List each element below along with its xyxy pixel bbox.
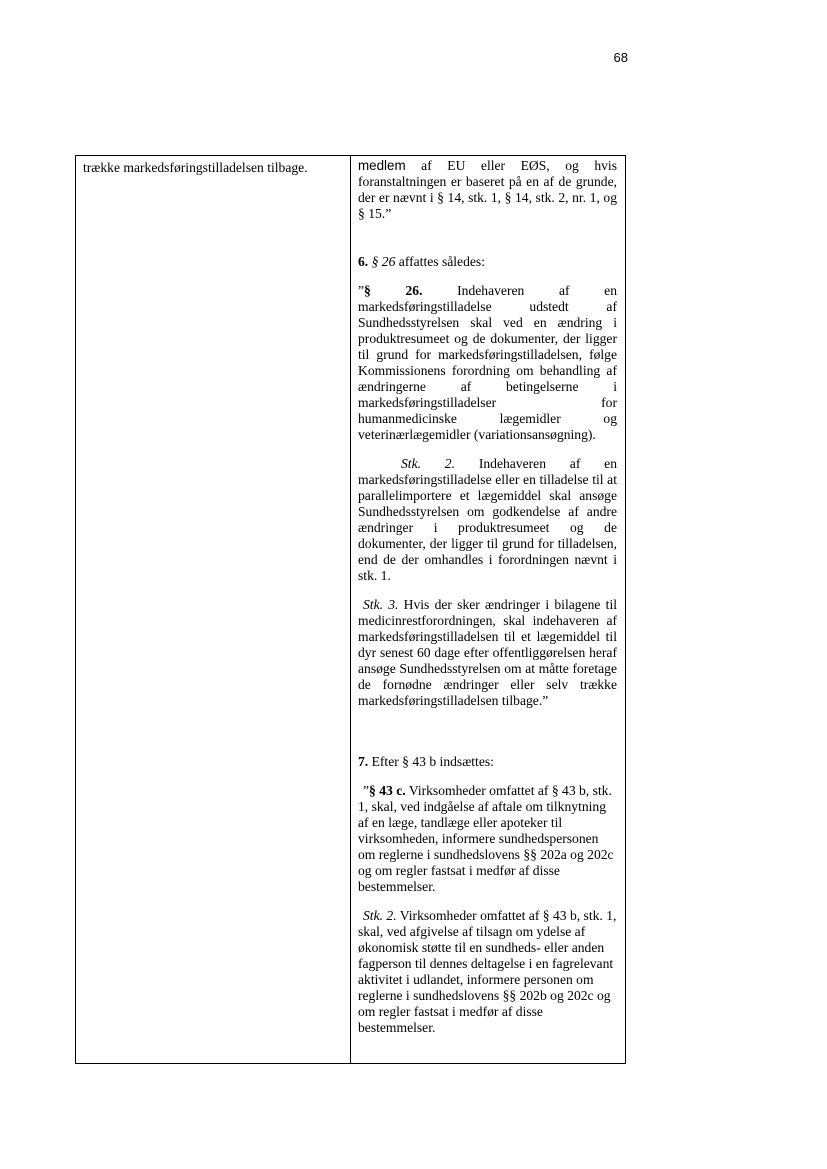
section-43c-paragraph — [358, 783, 617, 895]
continuation-text: af EU eller EØS, og hvis foranstaltningen er baseret på en af de grunde, der er nævnt i § 14, stk. 1, § 14, stk. 2, nr. 1, og § 15.” — [358, 158, 617, 221]
section-26-stk2-label: Stk. 2. — [401, 456, 456, 471]
amendment-6-ref: § 26 — [371, 254, 396, 269]
section-43c-label: § 43 c. — [369, 783, 406, 798]
amendment-7-number: 7. — [358, 754, 369, 769]
section-26-paragraph — [358, 283, 617, 443]
section-26-stk3-text: Hvis der sker ændringer i bilagene til medicinrestforordningen, skal indehaveren af markedsføringstilladelsen til et lægemiddel til dyr senest 60 dage efter offentliggørelsen heraf ansøge Sundhedsstyrelsen om at måtte foretage de fornødne ændringer eller selv trække markedsføringstilladelsen tilbage.” — [358, 597, 617, 708]
amendment-6-text: affattes således: — [395, 254, 485, 269]
amendment-6-heading — [358, 254, 617, 270]
section-43c-text: Virksomheder omfattet af § 43 b, stk. 1, skal, ved indgåelse af aftale om tilknytning af en læge, tandlæge eller apoteker til virksomheden, informere sundhedspersonen om reglerne i sundhedslovens §§ 202a og 202c og om regler fastsat i medfør af disse bestemmelser. — [358, 783, 614, 894]
comparison-table — [75, 155, 626, 1064]
continuation-lead: medlem — [358, 158, 406, 173]
table-right-column — [351, 156, 625, 1063]
table-left-column — [76, 156, 351, 1063]
continuation-paragraph — [358, 158, 617, 222]
section-26-label: § 26. — [364, 283, 423, 298]
section-43c-stk2-label: Stk. 2. — [363, 908, 397, 923]
page-number: 68 — [613, 50, 628, 65]
left-cell-text: trække markedsføringstilladelsen tilbage. — [83, 160, 308, 175]
section-43c-stk2-paragraph — [358, 908, 617, 1036]
section-26-stk3-paragraph — [358, 597, 617, 709]
section-26-text: Indehaveren af en markedsføringstilladelse udstedt af Sundhedsstyrelsen skal ved en ændring i produktresumeet og de dokumenter, der ligger til grund for markedsføringstilladelsen, følge Kommissionens forordning om behandling af ændringerne af betingelserne i markedsføringstilladelser for humanmedicinske lægemidler og veterinærlægemidler (variationsansøgning). — [358, 283, 617, 442]
amendment-7-text: Efter § 43 b indsættes: — [368, 754, 494, 769]
section-26-stk2-text: Indehaveren af en markedsføringstilladelse eller en tilladelse til at parallelimportere et lægemiddel skal ansøge Sundhedsstyrelsen om godkendelse af andre ændringer i produktresumeet og de dokumenter, der ligger til grund for tilladelsen, end de der omhandles i forordningen nævnt i stk. 1. — [358, 456, 617, 583]
amendment-6-number: 6. — [358, 254, 369, 269]
section-43c-quote: ” — [363, 783, 370, 798]
section-26-stk2-paragraph — [358, 456, 617, 584]
amendment-7-heading — [358, 754, 617, 770]
section-43c-stk2-text: Virksomheder omfattet af § 43 b, stk. 1, skal, ved afgivelse af tilsagn om ydelse af økonomisk støtte til en sundheds- eller anden fagperson til dennes deltagelse i en fagrelevant aktivitet i udlandet, informere personen om reglerne i sundhedslovens §§ 202b og 202c og om regler fastsat i medfør af disse bestemmelser. — [358, 908, 617, 1035]
section-26-stk3-label: Stk. 3. — [363, 597, 399, 612]
section-26-quote: ” — [358, 283, 365, 298]
